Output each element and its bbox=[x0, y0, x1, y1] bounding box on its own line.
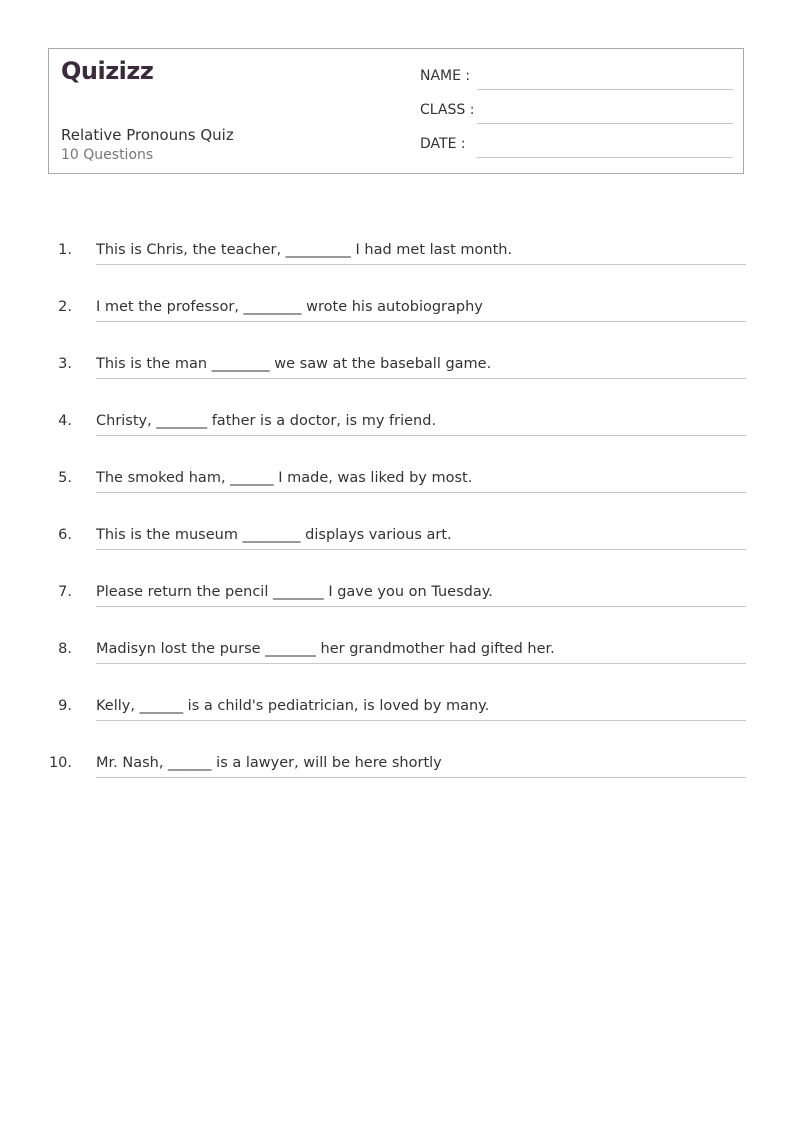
question-number: 3. bbox=[58, 356, 72, 372]
question-item bbox=[0, 755, 794, 785]
answer-line[interactable] bbox=[96, 321, 746, 322]
question-text: Madisyn lost the purse _______ her grandmother had gifted her. bbox=[96, 641, 555, 657]
question-text: Kelly, ______ is a child's pediatrician, is loved by many. bbox=[96, 698, 490, 714]
question-item bbox=[0, 356, 794, 386]
class-field bbox=[420, 100, 733, 124]
question-number: 10. bbox=[48, 755, 72, 771]
question-text: The smoked ham, ______ I made, was liked by most. bbox=[96, 470, 473, 486]
question-item bbox=[0, 299, 794, 329]
class-line[interactable] bbox=[477, 123, 733, 124]
question-number: 4. bbox=[58, 413, 72, 429]
question-number: 6. bbox=[58, 527, 72, 543]
quizizz-logo: Quizizz bbox=[61, 57, 154, 85]
question-count: 10 Questions bbox=[61, 147, 154, 163]
question-item bbox=[0, 698, 794, 728]
question-item bbox=[0, 584, 794, 614]
question-item bbox=[0, 527, 794, 557]
answer-line[interactable] bbox=[96, 606, 746, 607]
answer-line[interactable] bbox=[96, 549, 746, 550]
question-text: This is the man ________ we saw at the baseball game. bbox=[96, 356, 492, 372]
answer-line[interactable] bbox=[96, 492, 746, 493]
name-line[interactable] bbox=[477, 89, 733, 90]
answer-line[interactable] bbox=[96, 435, 746, 436]
question-number: 1. bbox=[58, 242, 72, 258]
date-line[interactable] bbox=[477, 157, 733, 158]
quiz-title: Relative Pronouns Quiz bbox=[61, 126, 234, 144]
question-text: This is Chris, the teacher, _________ I had met last month. bbox=[96, 242, 513, 258]
answer-line[interactable] bbox=[96, 264, 746, 265]
question-text: Mr. Nash, ______ is a lawyer, will be here shortly bbox=[96, 755, 442, 771]
question-text: Please return the pencil _______ I gave you on Tuesday. bbox=[96, 584, 493, 600]
answer-line[interactable] bbox=[96, 663, 746, 664]
name-field bbox=[420, 66, 733, 90]
answer-line[interactable] bbox=[96, 720, 746, 721]
class-label: CLASS : bbox=[420, 102, 475, 118]
date-label: DATE : bbox=[420, 136, 466, 152]
question-item bbox=[0, 413, 794, 443]
question-number: 9. bbox=[58, 698, 72, 714]
question-text: Christy, _______ father is a doctor, is my friend. bbox=[96, 413, 437, 429]
question-item bbox=[0, 470, 794, 500]
question-number: 2. bbox=[58, 299, 72, 315]
answer-line[interactable] bbox=[96, 777, 746, 778]
quiz-header bbox=[48, 48, 744, 174]
question-text: I met the professor, ________ wrote his autobiography bbox=[96, 299, 483, 315]
question-number: 7. bbox=[58, 584, 72, 600]
question-item bbox=[0, 641, 794, 671]
answer-line[interactable] bbox=[96, 378, 746, 379]
question-number: 8. bbox=[58, 641, 72, 657]
question-text: This is the museum ________ displays various art. bbox=[96, 527, 452, 543]
date-field bbox=[420, 134, 733, 158]
question-number: 5. bbox=[58, 470, 72, 486]
name-label: NAME : bbox=[420, 68, 471, 84]
question-item bbox=[0, 242, 794, 272]
